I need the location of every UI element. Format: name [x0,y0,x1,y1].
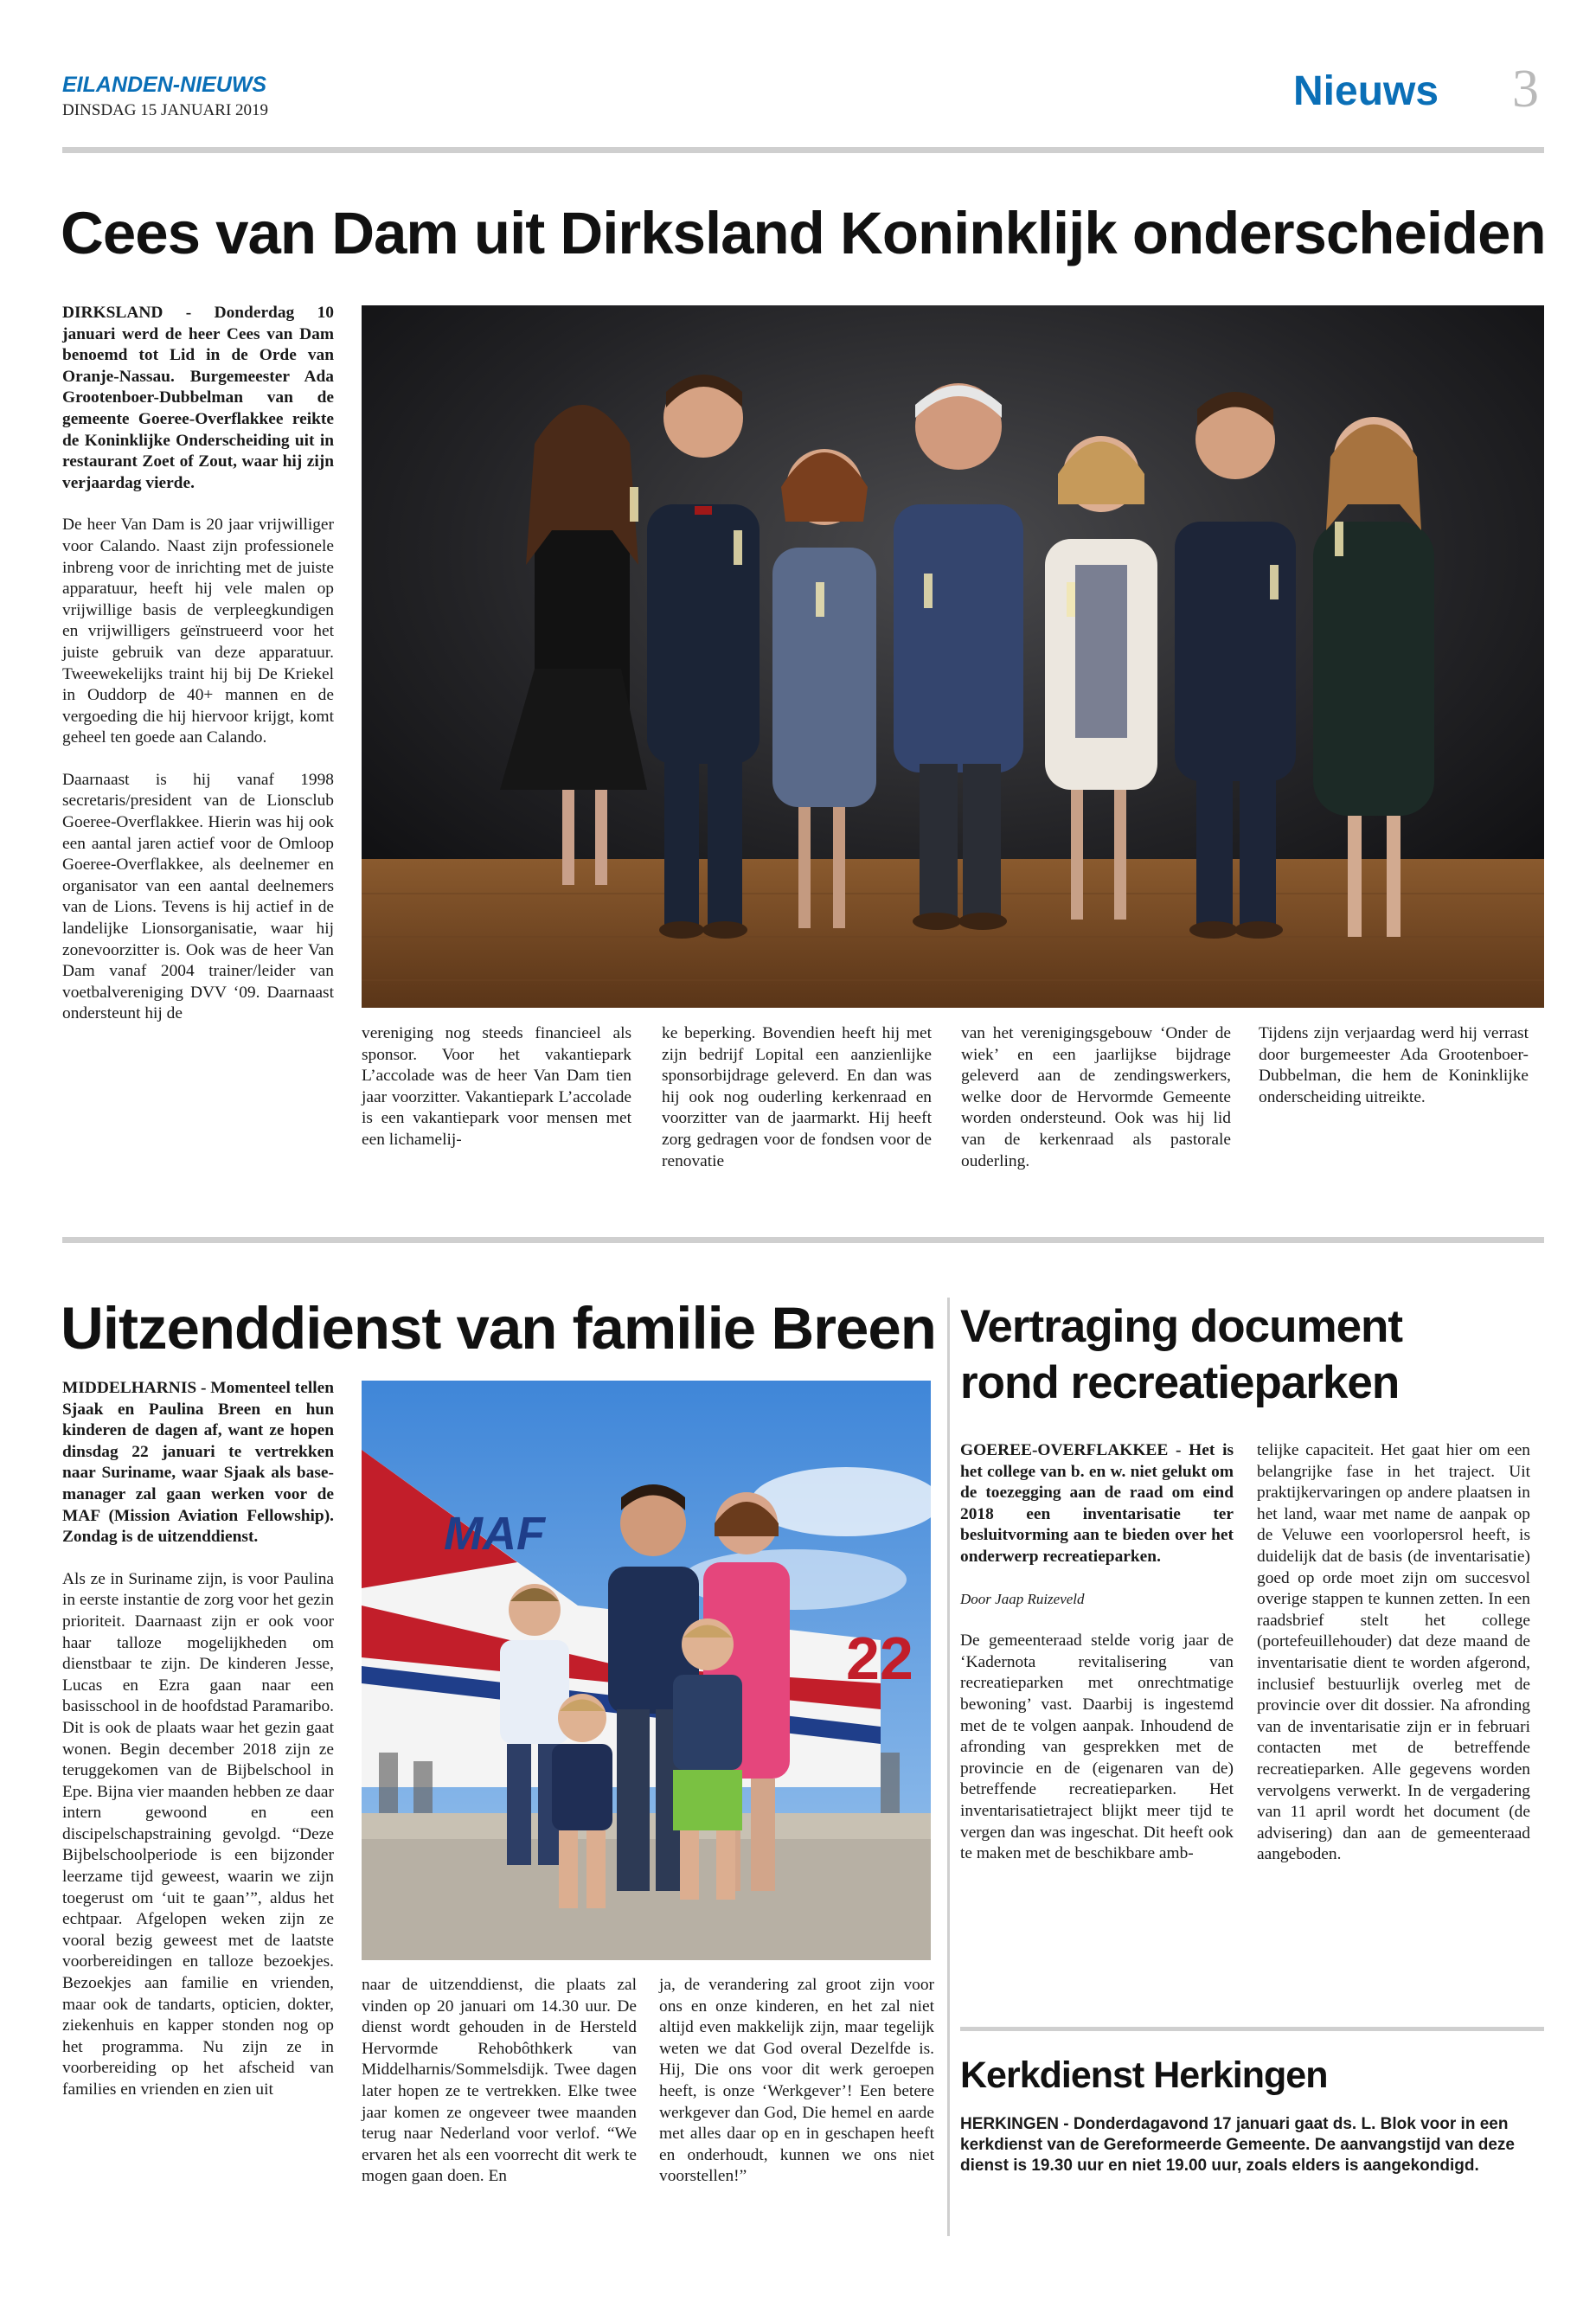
article3-headline-line2: rond recreatieparken [960,1357,1400,1408]
issue-date: DINSDAG 15 JANUARI 2019 [62,101,269,119]
group-photo-illustration [362,305,1544,1008]
article1-p2: Daarnaast is hij vanaf 1998 secretaris/president van de Lionsclub Goeree-Overflakkee. Hierin was hij ook een aantal jaren actief voor de Omloop Goeree-Overflakkee, als deelnemer en organisator van een aantal deelnemers van de Lions. Tevens is hij actief in de landelijke Lionsorganisatie, waar hij zonevoorzitter is. Ook was de heer Van Dam vanaf 2004 trainer/leider van voetbalvereniging DVV ‘09. Daarnaast ondersteunt hij de [62,770,334,1023]
article2-col3: ja, de verandering zal groot zijn voor ons en onze kinderen, en het zal niet altijd even makkelijk zijn, maar tegelijk weten we dat God overal Dezelfde is. Hij, Die ons voor dit werk geroepen heeft, is onze ‘Werkgever’! Een betere werkgever dan God, Die hemel en aarde met alles daar op en in geschapen heeft en onderhoudt, kunnen we ons niet voorstellen!” [659,1976,934,2186]
article1-col2: vereniging nog steeds financieel als sponsor. Voor het vakantiepark L’accolade was de heer Van Dam tien jaar voorzitter. Vakantiepark L’accolade is een vakantiepark voor mensen met een lichamelij- [362,1024,631,1149]
article2-col2: naar de uitzenddienst, die plaats zal vinden op 20 januari om 14.30 uur. De dienst wordt gehouden in de Hersteld Hervormde Rehobôthkerk van Middelharnis/Sommelsdijk. Twee dagen later hopen ze te vertrekken. Elke twee jaar komen ze ongeveer twee maanden terug naar Nederland voor verlof. “We ervaren het als een voorrecht dit werk te mogen gaan doen. En [362,1976,637,2186]
article1-p1: De heer Van Dam is 20 jaar vrijwilliger voor Calando. Naast zijn professionele inbreng voor de inrichting met de juiste apparatuur, heeft hij vele malen op vrijwillige basis de verpleegkundigen en vrijwilligers geïnstrueerd voor het juiste gebruik van deze apparatuur. Tweewekelijks traint hij bij De Kriekel in Ouddorp de 40+ mannen en de vergoeding die hij hiervoor krijgt, komt geheel ten goede aan Calando. [62,516,334,747]
article4-headline: Kerkdienst Herkingen [960,2054,1328,2096]
article2-lead: MIDDELHARNIS - Momenteel tellen Sjaak en Paulina Breen en hun kinderen de dagen af, want ze hopen dinsdag 22 januari te vertrekken naar Suriname, waar Sjaak als base-manager zal gaan werken voor de MAF (Mission Aviation Fellowship). Zondag is de uitzenddienst. [62,1379,334,1547]
maf-logo-text: MAF [444,1508,545,1560]
column-divider [947,1298,950,2236]
article2-p1: Als ze in Suriname zijn, is voor Paulina in eerste instantie de zorg voor het gezin prioriteit. Daarnaast zijn er ook voor haar talloze mogelijkheden om dienstbaar te zijn. De kinderen Jesse, Lucas en Ezra gaan naar een basisschool in de hoofdstad Paramaribo. Dit is ook de plaats waar het gezin gaat wonen. Begin december 2018 zijn ze teruggekomen van de Bijbelschool in Epe. Bijna vier maanden hebben ze daar intern gewoond en een discipelschapstraining gevolgd. “Deze Bijbelschoolperiode is een bijzonder leerzame tijd geweest, waarin we zijn toegerust om ‘uit te gaan’”, aldus het echtpaar. Afgelopen weken zijn ze vooral bezig geweest met de laatste voorbereidingen en talloze bezoekjes. Bezoekjes aan familie en vrienden, maar ook de tandarts, opticien, dokter, ziekenhuis en kapper stonden nog op het programma. Nu zijn ze in voorbereiding op het afscheid van families en vrienden en zien uit [62,1569,334,2099]
section-title: Nieuws [1293,68,1439,114]
article1-col5: Tijdens zijn verjaardag werd hij verrast door burgemeester Ada Grootenboer-Dubbelman, die hem de Koninklijke onderscheiding uitreikte. [1259,1024,1529,1106]
article3-col2: telijke capaciteit. Het gaat hier om een belangrijke fase in het traject. Uit praktijkervaringen op andere plaatsen in het land, waar met name de aanpak op de Veluwe een voorlopersrol heeft, is duidelijk dat de basis (de inventarisatie) goed op orde moet zijn om succesvol overige stappen te kunnen zetten. In een raadsbrief stelt het college (portefeuillehouder) dat deze maand de inventarisatie dient te worden afgerond, inclusief bestuurlijk overleg met de provincie over dit dossier. Na afronding van de inventarisatie zijn er in februari contacten met de betreffende recreatieparken. Alle gegevens worden vervolgens verwerkt. In de vergadering van 11 april wordt het document (de advisering) dan aan de gemeenteraad aangeboden. [1257,1441,1530,1864]
header-rule [62,147,1544,153]
article3-headline-line1: Vertraging document [960,1301,1403,1352]
article3-bottom-rule [960,2027,1544,2031]
article3-col1 [960,1440,1234,1886]
article4-body: HERKINGEN - Donderdagavond 17 januari gaat ds. L. Blok voor in een kerkdienst van de Gereformeerde Gemeente. De aanvangstijd van deze dienst is 19.30 uur en niet 19.00 uur, zoals elders is aangekondigd. [960,2115,1515,2175]
article3-byline: Door Jaap Ruizeveld [960,1590,1085,1607]
article2-photo [362,1381,931,1960]
article1-headline: Cees van Dam uit Dirksland Koninklijk onderscheiden [61,200,1546,266]
page-number: 3 [1512,60,1539,119]
article1-photo [362,305,1544,1008]
family-plane-illustration [362,1381,931,1960]
masthead-logo: EILANDEN-NIEUWS [62,73,267,97]
article1-col1 [62,303,334,1046]
article-divider [62,1237,1544,1243]
article1-col3: ke beperking. Bovendien heeft hij met zijn bedrijf Lopital een aanzienlijke sponsorbijdrage geleverd. En dan was hij ook nog ouderling kerkenraad en voorzitter van de jaarmarkt. Hij heeft zorg gedragen voor de fondsen voor de renovatie [662,1024,932,1170]
article2-headline: Uitzenddienst van familie Breen [61,1295,936,1362]
article3-p1: De gemeenteraad stelde vorig jaar de ‘Kadernota revitalisering van recreatieparken met onrechtmatige bewoning’ vast. Daarbij is ingestemd met de te volgen aanpak. Inhoudend de afronding van gesprekken met de provincie en de (eigenaren van de) betreffende recreatieparken. Het inventarisatietraject blijkt meer tijd te vergen dan was ingeschat. Dit heeft ook te maken met de beschikbare amb- [960,1631,1234,1863]
article3-lead: GOEREE-OVERFLAKKEE - Het is het college van b. en w. niet gelukt om de toezegging aan de raad om eind 2018 een inventarisatie ter besluitvorming aan te bieden over het onderwerp recreatieparken. [960,1441,1234,1566]
plane-number-text: 22 [846,1625,913,1692]
article1-lead: DIRKSLAND - Donderdag 10 januari werd de heer Cees van Dam benoemd tot Lid in de Orde van Oranje-Nassau. Burgemeester Ada Grootenboer-Dubbelman van de gemeente Goeree-Overflakkee reikte de Koninklijke Onderscheiding uit in restaurant Zoet of Zout, waar hij zijn verjaardag vierde. [62,304,334,492]
article2-col1 [62,1378,334,2122]
article1-col4: van het verenigingsgebouw ‘Onder de wiek’ en een jaarlijkse bijdrage geleverd aan de zendingswerkers, welke door de Hervormde Gemeente worden ondersteund. Ook was hij lid van de kerkenraad als pastorale ouderling. [961,1024,1231,1170]
